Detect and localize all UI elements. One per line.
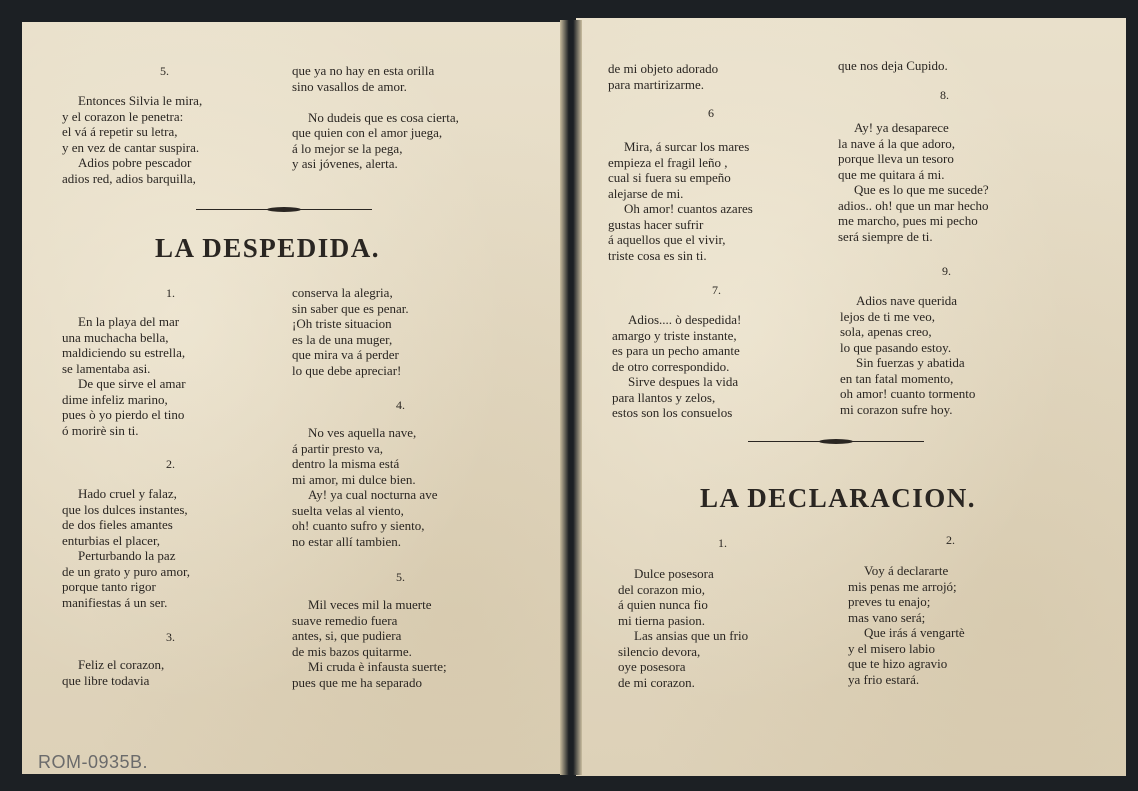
poem-stanza: de mi objeto adorado para martirizarme. bbox=[608, 61, 719, 92]
poem-stanza: conserva la alegria, sin saber que es penar. ¡Oh triste situacion es la de una muger, que mira va á perder lo que debe apreciar! bbox=[292, 285, 409, 378]
stanza-number: 7. bbox=[712, 283, 721, 297]
stanza-number: 6 bbox=[708, 106, 714, 120]
poem-stanza: que nos deja Cupido. bbox=[838, 58, 948, 73]
poem-stanza: Voy á declararte mis penas me arrojó; preves tu enajo; mas vano será; Que irás á vengartè y el misero labio que te hizo agravio ya frio estará. bbox=[848, 563, 965, 687]
poem-stanza: Adios nave querida lejos de ti me veo, sola, apenas creo, lo que pasando estoy. Sin fuerzas y abatida en tan fatal momento, oh amor! cuanto tormento mi corazon sufre hoy. bbox=[840, 293, 976, 417]
poem-stanza: que ya no hay en esta orilla sino vasallos de amor. No dudeis que es cosa cierta, que quien con el amor juega, á lo mejor se la pega, y asi jóvenes, alerta. bbox=[292, 63, 459, 171]
poem-stanza: Feliz el corazon, que libre todavia bbox=[62, 657, 165, 688]
stanza-number: 1. bbox=[166, 286, 175, 300]
ornamental-rule bbox=[196, 209, 372, 210]
song-title: LA DECLARACION. bbox=[700, 483, 977, 513]
poem-stanza: Ay! ya desaparece la nave á la que adoro, porque lleva un tesoro que me quitara á mi. Que es lo que me sucede? adios.. oh! que un mar hecho me marcho, pues mi pecho será siempre de ti. bbox=[838, 120, 989, 244]
ornamental-rule bbox=[748, 441, 924, 442]
poem-stanza: Adios.... ò despedida! amargo y triste instante, es para un pecho amante de otro correspondido. Sirve despues la vida para llantos y zelos, estos son los consuelos bbox=[612, 312, 742, 420]
archive-stamp: ROM-0935B. bbox=[38, 752, 149, 772]
poem-stanza: No ves aquella nave, á partir presto va, dentro la misma está mi amor, mi dulce bien. Ay! ya cual nocturna ave suelta velas al viento, oh! cuanto sufro y siento, no estar allí tambien. bbox=[292, 425, 438, 549]
stanza-number: 4. bbox=[396, 398, 405, 412]
stanza-number: 2. bbox=[946, 533, 955, 547]
stanza-number: 5. bbox=[396, 570, 405, 584]
poem-stanza: Dulce posesora del corazon mio, á quien nunca fio mi tierna pasion. Las ansias que un frio silencio devora, oye posesora de mi corazon. bbox=[618, 566, 749, 690]
song-title: LA DESPEDIDA. bbox=[155, 233, 381, 263]
stanza-number: 1. bbox=[718, 536, 727, 550]
stanza-number: 5. bbox=[160, 64, 169, 78]
poem-stanza: Mil veces mil la muerte suave remedio fuera antes, si, que pudiera de mis bazos quitarme. Mi cruda è infausta suerte; pues que me ha separado bbox=[292, 597, 447, 690]
stanza-number: 8. bbox=[940, 88, 949, 102]
poem-stanza: En la playa del mar una muchacha bella, maldiciendo su estrella, se lamentaba asi. De que sirve el amar dime infeliz marino, pues ò yo pierdo el tino ó morirè sin ti. bbox=[62, 314, 186, 438]
book-gutter bbox=[560, 20, 582, 775]
stanza-number: 2. bbox=[166, 457, 175, 471]
stanza-number: 9. bbox=[942, 264, 951, 278]
poem-stanza: Hado cruel y falaz, que los dulces instantes, de dos fieles amantes enturbias el placer, Perturbando la paz de un grato y puro amor, porque tanto rigor manifiestas á un ser. bbox=[62, 486, 191, 610]
poem-stanza: Entonces Silvia le mira, y el corazon le penetra: el vá á repetir su letra, y en vez de cantar suspira. Adios pobre pescador adios red, adios barquilla, bbox=[62, 93, 203, 186]
stanza-number: 3. bbox=[166, 630, 175, 644]
poem-stanza: Mira, á surcar los mares empieza el fragil leño , cual si fuera su empeño alejarse de mi. Oh amor! cuantos azares gustas hacer sufrir á aquellos que el vivir, triste cosa es sin ti. bbox=[608, 139, 753, 263]
